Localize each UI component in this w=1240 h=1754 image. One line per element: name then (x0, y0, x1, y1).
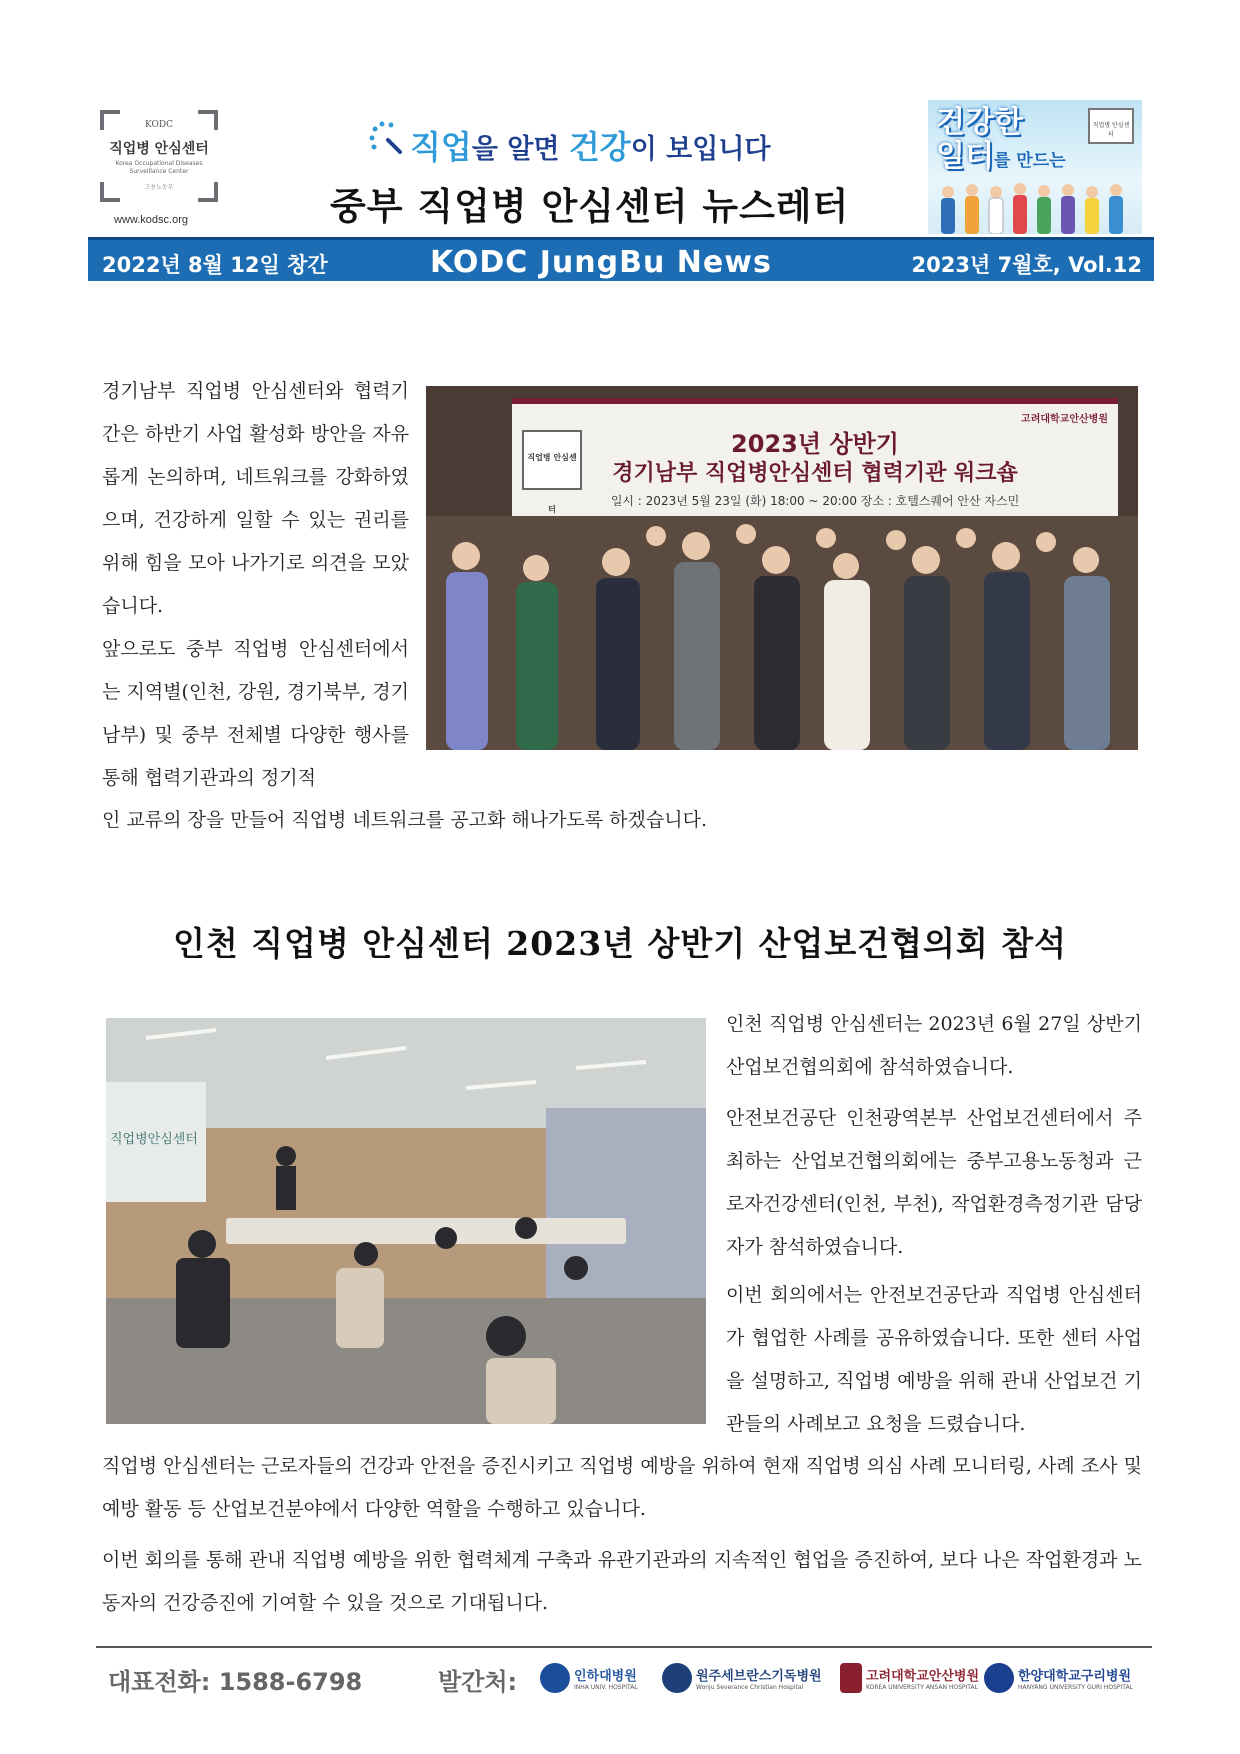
illustration-line3: 를 만드는 (993, 151, 1066, 171)
magnifier-sparkle-icon (366, 118, 406, 158)
workshop-photo (426, 386, 1138, 750)
article2-heading: 인천 직업병 안심센터 2023년 상반기 산업보건협의회 참석 (172, 924, 1068, 963)
article2-paragraph5: 이번 회의를 통해 관내 직업병 예방을 위한 협력체계 구축과 유관기관과의 지속적인 협업을 증진하여, 보다 나은 작업환경과 노동자의 건강증진에 기여할 수 있을 것으로 기대됩니다. (102, 1549, 1142, 1614)
phone-number[interactable]: 1588-6798 (218, 1668, 363, 1696)
logo-english: Korea Occupational Diseases Surveillance Center (115, 160, 203, 175)
logo-name: 직업병 안심센터 (109, 141, 209, 157)
illustration-line1: 건강한 (936, 105, 1023, 140)
article2-paragraph1: 인천 직업병 안심센터는 2023년 6월 27일 상반기 산업보건협의회에 참석하였습니다. (726, 1013, 1142, 1078)
hospital-name: 인하대병원 (574, 1669, 637, 1684)
illustration-badge: 직업병 안심센터 (1088, 108, 1134, 144)
slogan-text2: 이 보입니다 (630, 134, 771, 165)
banner-logo: 직업병 안심센터 (522, 430, 582, 490)
article2-paragraph4: 직업병 안심센터는 근로자들의 건강과 안전을 증진시키고 직업병 예방을 위하여 현재 직업병 의심 사례 모니터링, 사례 조사 및 예방 활동 등 산업보건분야에서 다양한 역할을 수행하고 있습니다. (102, 1455, 1142, 1520)
projection-screen (106, 1082, 206, 1202)
issue-number: 2023년 7월호, Vol.12 (911, 253, 1142, 277)
hospital-emblem-icon (540, 1663, 570, 1693)
founded-date: 2022년 8월 12일 창간 (102, 253, 328, 277)
banner-title2: 경기남부 직업병안심센터 협력기관 워크숍 (612, 461, 1018, 486)
footer-divider (96, 1646, 1152, 1648)
hospital-name: 한양대학교구리병원 (1018, 1669, 1132, 1684)
article2-paragraph2: 안전보건공단 인천광역본부 산업보건센터에서 주최하는 산업보건협의회에는 중부고용노동청과 근로자건강센터(인천, 부천), 작업환경측정기관 담당자가 참석하였습니다. (726, 1107, 1142, 1258)
banner-hospital: 고려대학교안산병원 (1021, 414, 1108, 425)
hospital-emblem-icon (662, 1663, 692, 1693)
hospital-english: INHA UNIV. HOSPITAL (574, 1684, 638, 1691)
meeting-room-illustration (106, 1018, 706, 1424)
group-people-illustration (426, 516, 1138, 750)
footer-phone (108, 1662, 362, 1697)
website-link[interactable]: www.kodsc.org (114, 214, 188, 226)
hospital-emblem-icon (984, 1663, 1014, 1693)
illustration-line2: 일터 (936, 139, 994, 174)
publisher-label: 발간처: (438, 1668, 518, 1696)
hospital-logo-inha (540, 1660, 638, 1696)
banner-title1: 2023년 상반기 (731, 430, 899, 458)
workshop-banner (512, 398, 1118, 516)
banner-info: 일시 : 2023년 5월 23일 (화) 18:00 ~ 20:00 장소 : 호텔스퀘어 안산 자스민 (610, 494, 1020, 508)
logo-abbr: KODC (145, 120, 173, 130)
screen-text: 직업병안심센터 (110, 1132, 198, 1147)
kodc-logo (100, 110, 218, 202)
article2-paragraph3: 이번 회의에서는 안전보건공단과 직업병 안심센터가 협업한 사례를 공유하였습니다. 또한 센터 사업을 설명하고, 직업병 예방을 위해 관내 산업보건 기관들의 사례보고 요청을 드렸습니다. (726, 1284, 1142, 1435)
hospital-logo-wonju (662, 1660, 822, 1696)
masthead-bar (88, 237, 1154, 281)
meeting-photo (106, 1018, 706, 1424)
hospital-name: 고려대학교안산병원 (866, 1669, 980, 1684)
article1-paragraph1: 경기남부 직업병 안심센터와 협력기간은 하반기 사업 활성화 방안을 자유롭게 논의하며, 네트워크를 강화하였으며, 건강하게 일할 수 있는 권리를 위해 힘을 모아 나가기로 의견을 모았습니다. (102, 380, 409, 617)
header-illustration-text (936, 106, 1066, 178)
slogan-text1: 을 알면 (471, 134, 569, 165)
hospital-emblem-icon (840, 1663, 862, 1693)
header-illustration (928, 100, 1142, 234)
hospital-english: KOREA UNIVERSITY ANSAN HOSPITAL (866, 1684, 978, 1691)
newsletter-title: 중부 직업병 안심센터 뉴스레터 (330, 185, 850, 228)
article1-paragraph2-tail: 인 교류의 장을 만들어 직업병 네트워크를 공고화 해나가도록 하겠습니다. (102, 809, 707, 831)
article1-paragraph2: 앞으로도 중부 직업병 안심센터에서는 지역별(인천, 강원, 경기북부, 경기남부) 및 중부 전체별 다양한 행사를 통해 협력기관과의 정기적 (102, 638, 409, 789)
hospital-english: HANYANG UNIVERSITY GURI HOSPITAL (1018, 1684, 1133, 1691)
hospital-english: Wonju Severance Christian Hospital (696, 1684, 804, 1691)
slogan (410, 122, 771, 168)
hospital-name: 원주세브란스기독병원 (696, 1669, 822, 1684)
slogan-health: 건강 (568, 128, 631, 166)
logo-ministry: 고용노동부 (144, 184, 174, 191)
workers-illustration (928, 178, 1142, 234)
slogan-job: 직업 (410, 128, 472, 166)
publication-name: KODC JungBu News (430, 245, 772, 280)
hospital-logo-hanyang-guri (984, 1660, 1133, 1696)
phone-label: 대표전화: (108, 1668, 211, 1696)
hospital-logo-korea-ansan (840, 1660, 979, 1696)
